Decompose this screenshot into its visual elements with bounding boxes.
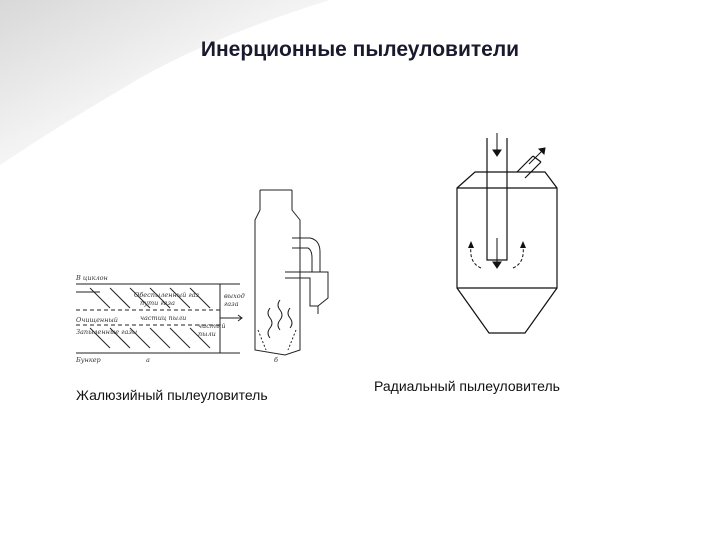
- label-gas-path: пути газа: [140, 299, 175, 307]
- label-dust-particles: частиц пыли: [140, 314, 187, 322]
- slide-title: Инерционные пылеуловители: [200, 38, 520, 61]
- label-cleaned: Очищенный: [76, 316, 118, 324]
- label-dusty-gas: Запыленные газы: [76, 328, 138, 336]
- label-clean-gas: чистый: [198, 322, 226, 330]
- louver-dust-collector-diagram: [70, 180, 340, 365]
- label-exit-word: выход: [224, 292, 245, 300]
- radial-dust-collector-diagram: [445, 128, 570, 348]
- left-figure-caption: Жалюзийный пылеуловитель: [76, 387, 268, 403]
- label-bunker: Бункер: [76, 356, 101, 364]
- vertical-collector: [255, 190, 328, 355]
- label-exit-gas: газа: [224, 300, 239, 308]
- label-in-cyclone: В циклон: [76, 274, 108, 282]
- right-figure-caption: Радиальный пылеуловитель: [374, 378, 560, 394]
- label-deduster-gas: Обеспыленный газ: [134, 291, 200, 299]
- label-sub-a: а: [146, 356, 150, 364]
- slide-corner-decoration: [0, 0, 720, 170]
- label-sub-b: б: [274, 356, 278, 364]
- label-dust-word: пыли: [198, 330, 216, 338]
